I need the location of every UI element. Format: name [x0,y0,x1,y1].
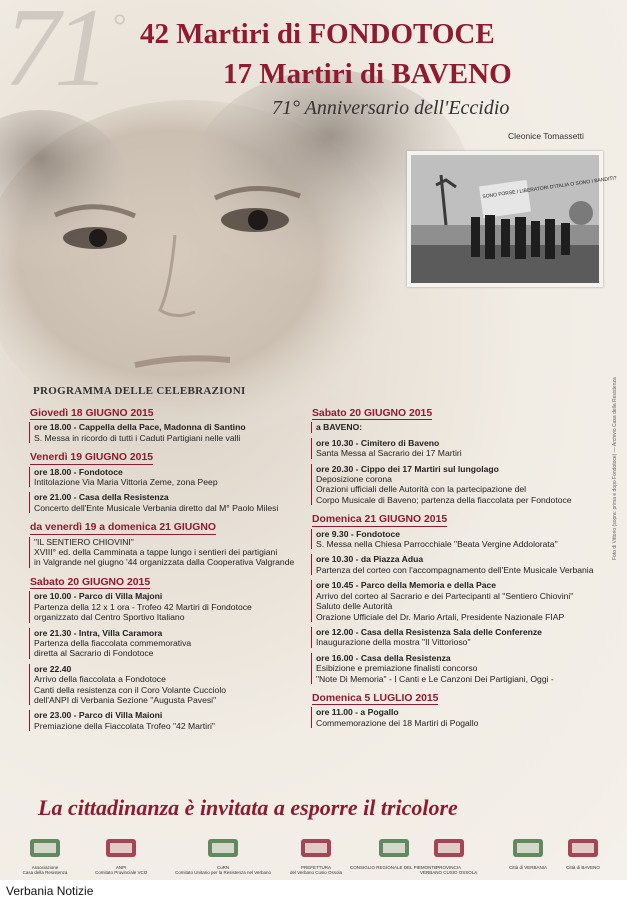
event-line: Arrivo del corteo al Sacrario e dei Partecipanti al "Sentiero Chiovini" [316,590,574,601]
day-heading: Domenica 21 GIUGNO 2015 [312,514,448,526]
logo-caption: Città di BAVENO [566,865,600,870]
day-heading: Venerdì 19 GIUGNO 2015 [30,452,154,464]
event-item [311,438,612,459]
portrait-image [0,120,433,420]
event-line: Saluto delle Autorità [316,601,393,612]
logo-label: CuRN [216,865,230,870]
event-item [29,492,315,513]
title-line-1: 42 Martiri di FONDOTOCE [140,18,495,50]
event-title: ore 22.40 [34,663,72,674]
logo-label: CONSIGLIO REGIONALE DEL PIEMONTE [350,865,438,870]
event-item [29,467,315,488]
event-title: ore 20.30 - Cippo dei 17 Martiri sul lungolago [316,463,499,474]
logo-caption: Casa della Resistenza [22,870,68,875]
day-block [312,510,612,689]
event-title: ore 21.30 - Intra, Villa Caramora [34,627,163,638]
logo-caption: Comitato Provinciale VCO [95,870,148,875]
carn-logo [175,836,271,875]
event-line: organizzato dal Centro Sportivo Italiano [34,612,185,623]
spacer [30,731,315,736]
event-line: Deposizione corona [316,474,392,485]
event-item [29,628,315,659]
event-item [311,554,612,575]
event-title: ore 23.00 - Parco di Villa Maioni [34,710,163,721]
event-line: Santa Messa al Sacrario dei 17 Martiri [316,448,462,459]
event-title: ore 10.30 - da Piazza Adua [316,554,424,565]
baveno-logo [560,836,606,870]
day-block [30,518,315,573]
event-line: Commemorazione dei 18 Martiri di Pogallo [316,717,479,728]
logo-caption: Comitato Unitario per la Resistenza nel Verbano [175,870,272,875]
day-block [30,448,315,518]
regione-emblem-icon [371,836,417,860]
event-item [29,664,315,706]
anpi-logo [95,836,147,875]
event-line: Canti della resistenza con il Coro Volante Cucciolo [34,684,227,695]
event-item [29,422,315,443]
event-line: dell'ANPI di Verbania Sezione "Augusta Pavesi" [34,694,217,705]
provincia-emblem-icon [426,836,472,860]
day-heading: Domenica 5 LUGLIO 2015 [312,692,439,704]
banner-text: SONO FORSE I LIBERATORI D'ITALIA O SONO I BANDITI? [482,175,618,201]
program-title: PROGRAMMA DELLE CELEBRAZIONI [33,385,246,397]
day-heading: Giovedì 18 GIUGNO 2015 [30,408,154,419]
event-item [29,591,315,622]
event-item [311,707,612,728]
event-line: "Note Di Memoria" - I Canti e Le Canzoni Dei Partigiani, Oggi - [316,673,554,684]
logo-label: Associazione [31,865,59,870]
event-item [311,422,612,432]
event-title: ore 18.00 - Fondotoce [34,466,123,477]
event-title: ore 10.30 - Cimitero di Baveno [316,437,440,448]
historical-photo [407,151,618,287]
verbania-logo [505,836,551,870]
event-line: S. Messa in ricordo di tutti i Caduti Partigiani nelle valli [34,432,241,443]
event-item [311,580,612,622]
event-item [311,529,612,550]
logo-label: PROVINCIA [436,865,462,870]
day-block [312,689,612,733]
carn-emblem-icon [200,836,246,860]
event-line: Partenza della fiaccolata commemorativa [34,637,192,648]
event-title: a BAVENO: [316,422,363,433]
event-item [311,627,612,648]
portrait-credit: Cleonice Tomassetti [508,131,584,141]
event-line: Premiazione della Fiaccolata Trofeo "42 Martiri" [34,720,215,731]
provincia-logo [420,836,477,875]
event-item [311,464,612,506]
event-line: Orazione Ufficiale del Dr. Mario Artali, Presidente Nazionale FIAP [316,611,565,622]
event-line: Inaugurazione della mostra "Il Vittorioso" [316,637,471,648]
event-line: Partenza della 12 x 1 ora - Trofeo 42 Martiri di Fondotoce [34,601,252,612]
degree-sign: ° [113,8,127,45]
associazioni-emblem-icon [22,836,68,860]
logo-caption: del Verbano Cusio Ossola [290,870,343,875]
logo-caption: Città di VERBANIA [508,865,547,870]
event-line: Intitolazione Via Maria Vittoria Zeme, zona Peep [34,477,218,488]
day-heading: da venerdì 19 a domenica 21 GIUGNO [30,522,216,534]
anpi-emblem-icon [98,836,144,860]
event-line: Arrivo della fiaccolata a Fondotoce [34,674,166,685]
logo-label: ANPI [115,865,127,870]
event-title: ore 10.00 - Parco di Villa Majoni [34,591,163,602]
event-line: Esibizione e premiazione finalisti concorso [316,663,478,674]
sponsor-logos [0,836,627,880]
subtitle: 71° Anniversario dell'Eccidio [272,97,510,119]
prefettura-logo [290,836,342,875]
event-line: "IL SENTIERO CHIOVINI" [34,536,134,547]
event-line: Corpo Musicale di Baveno; partenza della fiaccolata per Fondotoce [316,494,572,505]
spacer [312,728,612,733]
event-title: ore 10.45 - Parco della Memoria e della Pace [316,580,497,591]
side-caption: Foto di Vittorio (sopra: prima e dopo Fondotoce) — Archivio Casa della Resistenza [612,377,618,560]
event-title: ore 16.00 - Casa della Resistenza [316,652,451,663]
event-line: diretta al Sacrario di Fondotoce [34,648,154,659]
event-line: Orazioni ufficiali delle Autorità con la partecipazione del [316,484,527,495]
logo-caption: VERBANO CUSIO OSSOLA [420,870,478,875]
verbania-emblem-icon [505,836,551,860]
associazioni-logo [22,836,68,875]
prefettura-emblem-icon [293,836,339,860]
event-title: ore 21.00 - Casa della Resistenza [34,492,169,503]
event-line: Partenza del corteo con l'accompagnamento dell'Ente Musicale Verbania [316,564,594,575]
event-title: ore 12.00 - Casa della Resistenza Sala delle Conferenze [316,626,542,637]
logo-label: PREFETTURA [301,865,332,870]
event-line: XVIII° ed. della Camminata a tappe lungo i sentieri dei partigiani [34,547,278,558]
anniversary-number: 71 [4,0,104,110]
day-block [312,404,612,510]
event-title: ore 18.00 - Cappella della Pace, Madonna di Santino [34,422,246,433]
event-title: ore 9.30 - Fondotoce [316,528,401,539]
event-item [29,710,315,731]
source-footer: Verbania Notizie [6,884,94,898]
day-heading: Sabato 20 GIUGNO 2015 [30,576,151,588]
event-item [29,537,315,568]
day-heading: Sabato 20 GIUGNO 2015 [312,408,433,419]
event-item [311,653,612,684]
title-line-2: 17 Martiri di BAVENO [223,58,512,90]
day-block [30,573,315,736]
invitation-text: La cittadinanza è invitata a esporre il tricolore [38,795,458,820]
event-line: in Valgrande nel giugno '44 organizzata dalla Cooperativa Valgrande [34,557,295,568]
event-line: Concerto dell'Ente Musicale Verbania diretto dal M° Paolo Milesi [34,502,279,513]
program-right-column [312,404,612,733]
event-line: S. Messa nella Chiesa Parrocchiale "Beata Vergine Addolorata" [316,539,558,550]
day-block [30,404,315,448]
baveno-emblem-icon [560,836,606,860]
program-left-column [30,404,315,736]
event-title: ore 11.00 - a Pogallo [316,707,399,718]
